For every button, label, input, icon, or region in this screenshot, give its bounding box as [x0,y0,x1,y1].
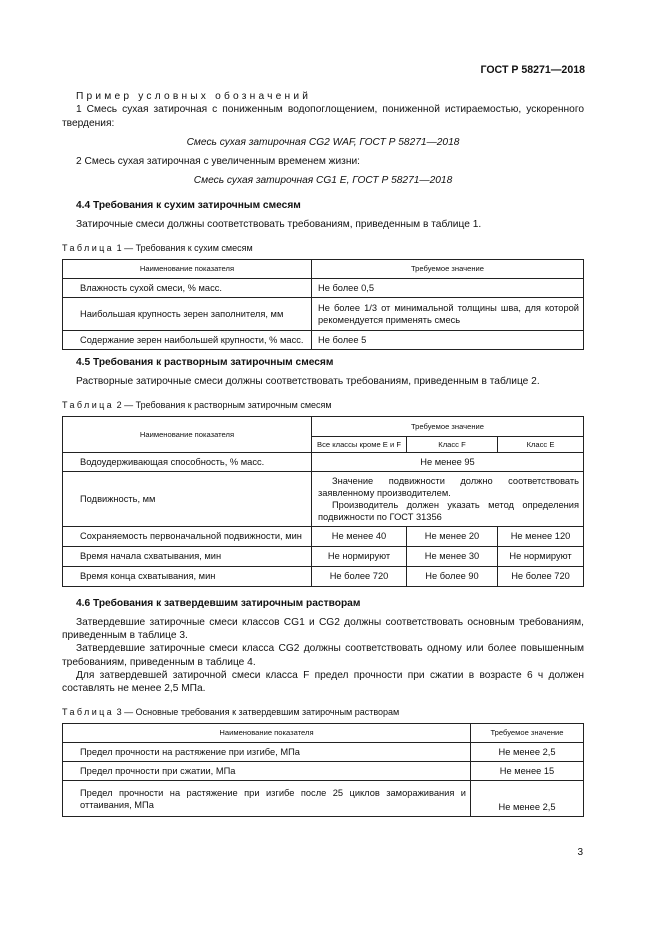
table-cell: Содержание зерен наибольшей крупности, % масс. [63,330,312,349]
table-cell: Не более 720 [498,566,584,586]
table-cell: Не менее 2,5 [471,742,584,761]
table-cell: Не нормируют [498,546,584,566]
table-row [63,546,584,566]
mobility-method-text: Производитель должен указать метод определения подвижности по ГОСТ 31356 [318,500,579,523]
table-cell: Не нормируют [312,546,407,566]
table-cell: Время начала схватывания, мин [63,546,312,566]
table-cell: Не более 90 [407,566,498,586]
table-row [63,453,584,472]
section-4-4-text: Затирочные смеси должны соответствовать требованиям, приведенным в таблице 1. [76,218,482,230]
table-header-row [63,417,584,437]
table-cell: Сохраняемость первоначальной подвижности, мин [63,527,312,546]
table-cell: Не менее 120 [498,527,584,546]
table-cell: Предел прочности на растяжение при изгибе после 25 циклов замораживания и оттаивания, МПа [63,781,471,817]
section-4-4-heading: 4.4 Требования к сухим затирочным смесям [76,199,301,211]
section-4-6-heading: 4.6 Требования к затвердевшим затирочным растворам [76,597,361,609]
table-cell: Не более 0,5 [312,278,584,297]
table-row [63,330,584,349]
table-3-caption [62,707,584,719]
table-cell: Не менее 30 [407,546,498,566]
table-row [63,781,584,817]
table-2-title: 2 — Требования к растворным затирочным смесям [116,400,332,411]
table-cell: Наибольшая крупность зерен заполнителя, мм [63,297,312,330]
table-3-label: Таблица [62,707,115,718]
table-cell: Не более 720 [312,566,407,586]
table-row [63,527,584,546]
table-header-cell: Требуемое значение [471,723,584,742]
table-3-title: 3 — Основные требования к затвердевшим затирочным растворам [116,707,400,718]
table-header-row [63,259,584,278]
table-header-cell: Класс E [498,437,584,453]
table-cell: Не более 5 [312,330,584,349]
example-code-1: Смесь сухая затирочная CG2 WAF, ГОСТ Р 58271—2018 [186,136,460,148]
example-code-2: Смесь сухая затирочная CG1 E, ГОСТ Р 58271—2018 [193,175,453,187]
table-row [63,742,584,761]
table-row [63,762,584,781]
table-header-row [63,723,584,742]
table-cell: Подвижность, мм [63,472,312,527]
table-header-cell: Требуемое значение [312,259,584,278]
table-1-caption [62,243,584,255]
table-cell: Предел прочности при сжатии, МПа [63,762,471,781]
table-cell: Влажность сухой смеси, % масс. [63,278,312,297]
table-row [63,297,584,330]
page-number: 3 [577,847,583,858]
table-header-cell: Наименование показателя [63,417,312,453]
example-item-1: 1 Смесь сухая затирочная с пониженным водопоглощением, пониженной истираемостью, ускоренного твердения: [62,104,584,129]
table-header-cell: Наименование показателя [63,259,312,278]
table-cell: Не менее 40 [312,527,407,546]
table-cell: Не менее 95 [312,453,584,472]
section-4-5-text: Растворные затирочные смеси должны соответствовать требованиям, приведенным в таблице 2. [76,376,540,388]
page-content [62,90,584,817]
section-4-6-p1: Затвердевшие затирочные смеси классов CG1 и CG2 должны соответствовать основным требованиям, приведенным в таблице 3. [62,616,584,641]
table-2-caption [62,400,584,412]
table-cell [312,472,584,527]
table-cell: Водоудерживающая способность, % масс. [63,453,312,472]
table-1-title: 1 — Требования к сухим смесям [116,243,253,253]
examples-title: Пример условных обозначений [76,91,312,102]
table-cell: Не более 1/3 от минимальной толщины шва, для которой рекомендуется применять смесь [312,297,584,330]
section-4-6-p3: Для затвердевшей затирочной смеси класса F предел прочности при сжатии в возрасте 6 ч должен составлять не менее 2,5 МПа. [62,669,584,694]
table-header-cell: Все классы кроме E и F [312,437,407,453]
table-cell: Не менее 20 [407,527,498,546]
table-row [63,566,584,586]
section-4-6-p2: Затвердевшие затирочные смеси класса CG2 должны соответствовать одному или более повышенным требованиям, приведенным в таблице 4. [62,643,584,668]
table-2 [62,416,584,586]
table-header-cell: Класс F [407,437,498,453]
table-header-cell: Требуемое значение [312,417,584,437]
table-row [63,278,584,297]
section-4-5-heading: 4.5 Требования к растворным затирочным смесям [76,356,334,368]
example-item-2: 2 Смесь сухая затирочная с увеличенным временем жизни: [76,156,360,167]
table-row [63,472,584,527]
table-cell: Не менее 15 [471,762,584,781]
document-id: ГОСТ Р 58271—2018 [480,64,585,76]
table-1-label: Таблица [62,243,115,253]
table-header-cell: Наименование показателя [63,723,471,742]
table-2-label: Таблица [62,400,115,411]
table-1 [62,259,584,350]
table-cell: Предел прочности на растяжение при изгибе, МПа [63,742,471,761]
table-3 [62,723,584,817]
mobility-requirement-text: Значение подвижности должно соответствовать заявленному производителем. [318,476,579,499]
table-cell: Время конца схватывания, мин [63,566,312,586]
table-cell: Не менее 2,5 [471,781,584,817]
